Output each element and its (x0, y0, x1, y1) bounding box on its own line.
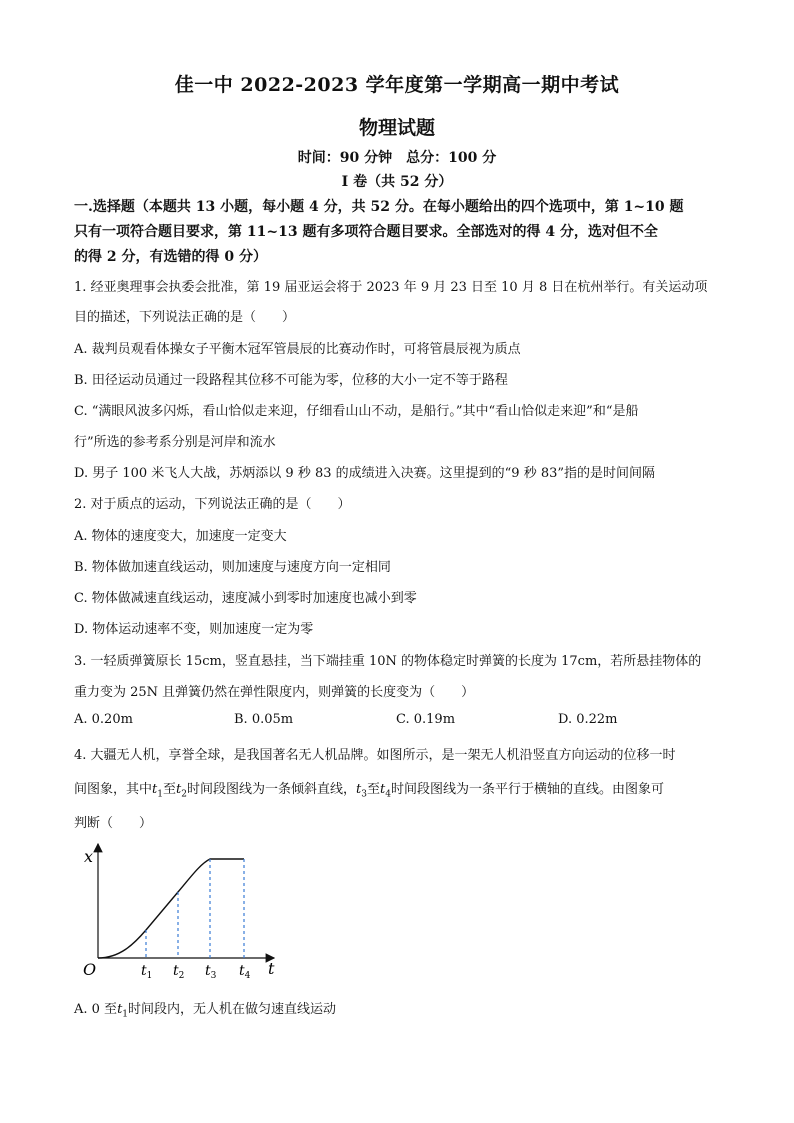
section-instructions-line-3: 的得 2 分，有选错的得 0 分） (74, 249, 267, 265)
q3-option-a: A. 0.20m (74, 712, 133, 727)
q3-option-d: D. 0.22m (558, 712, 618, 727)
time-info: 时间：90 分钟 总分：100 分 (297, 150, 497, 166)
origin-label: O (83, 960, 97, 979)
q1-option-a: A. 裁判员观看体操女子平衡木冠军管晨辰的比赛动作时，可将管晨辰视为质点 (74, 342, 521, 357)
xt-graph (78, 838, 288, 983)
q4-stem-text: 时间段图线为一条倾斜直线， (186, 782, 356, 797)
q4-stem-line-3: 判断（ ） (74, 816, 153, 831)
tick-label-t3: $t_3$ (205, 963, 217, 981)
q1-option-d: D. 男子 100 米飞人大战，苏炳添以 9 秒 83 的成绩进入决赛。这里提到的“9 秒 83”指的是时间间隔 (74, 466, 656, 481)
q4-stem-line-1: 4. 大疆无人机，享誉全球，是我国著名无人机品牌。如图所示，是一架无人机沿竖直方向运动的位移一时 (74, 748, 676, 763)
xt-curve (98, 859, 244, 958)
q2-option-a: A. 物体的速度变大，加速度一定变大 (74, 529, 287, 544)
q3-stem-line-2: 重力变为 25N 且弹簧仍然在弹性限度内，则弹簧的长度变为（ ） (74, 685, 475, 700)
q4-stem-text: 至 (366, 782, 380, 797)
q4-stem-text: 间图象，其中 (74, 782, 153, 797)
q2-stem: 2. 对于质点的运动，下列说法正确的是（ ） (74, 497, 351, 512)
part-heading: I 卷（共 52 分） (341, 174, 453, 190)
q4-sub: 1 (157, 789, 163, 800)
q1-option-c-line-2: 行”所选的参考系分别是河岸和流水 (74, 435, 276, 450)
subject-title: 物理试题 (358, 117, 435, 139)
q4-option-a (74, 998, 724, 1020)
q4-sub: 1 (122, 1009, 129, 1020)
q2-option-b: B. 物体做加速直线运动，则加速度与速度方向一定相同 (74, 560, 391, 575)
q4-option-a-text: A. 0 至 (74, 1002, 118, 1017)
y-axis-label: x (84, 847, 94, 866)
q4-var-t: t (379, 782, 386, 797)
section-instructions-line-2: 只有一项符合题目要求，第 11~13 题有多项符合题目要求。全部选对的得 4 分，选对但不全 (74, 224, 658, 240)
tick-label-t1: $t_1$ (141, 963, 153, 981)
q3-option-b: B. 0.05m (234, 712, 294, 727)
q1-stem-line-2: 目的描述，下列说法正确的是（ ） (74, 310, 296, 325)
q3-option-c: C. 0.19m (396, 712, 456, 727)
section-instructions-line-1: 一.选择题（本题共 13 小题，每小题 4 分，共 52 分。在每小题给出的四个选项中，第 1~10 题 (74, 199, 684, 215)
q1-stem-line-1: 1. 经亚奥理事会执委会批准，第 19 届亚运会将于 2023 年 9 月 23 日至 10 月 8 日在杭州举行。有关运动项 (74, 280, 708, 295)
q4-var-t: t (176, 782, 182, 797)
q4-stem-line-2 (74, 778, 724, 800)
x-axis-label: t (268, 959, 275, 978)
q4-sub: 3 (361, 789, 367, 800)
q1-option-b: B. 田径运动员通过一段路程其位移不可能为零，位移的大小一定不等于路程 (74, 373, 508, 388)
q3-stem-line-1: 3. 一轻质弹簧原长 15cm，竖直悬挂，当下端挂重 10N 的物体稳定时弹簧的长度为 17cm，若所悬挂物体的 (74, 654, 702, 669)
q4-var-t: t (355, 782, 362, 797)
exam-title: 佳一中 2022-2023 学年度第一学期高一期中考试 (174, 74, 620, 96)
q4-sub: 4 (385, 789, 391, 800)
q4-option-a-text: 时间段内，无人机在做匀速直线运动 (128, 1002, 337, 1017)
q4-sub: 2 (181, 789, 187, 800)
q4-var-t: t (152, 782, 158, 797)
q4-stem-text: 时间段图线为一条平行于横轴的直线。由图象可 (390, 782, 664, 797)
q2-option-c: C. 物体做减速直线运动，速度减小到零时加速度也减小到零 (74, 591, 417, 606)
q4-var-t: t (117, 1002, 123, 1017)
tick-label-t2: $t_2$ (173, 963, 185, 981)
tick-label-t4: $t_4$ (239, 963, 251, 981)
q1-option-c-line-1: C. “满眼风波多闪烁，看山恰似走来迎，仔细看山山不动，是船行。”其中“看山恰似走来迎”和“是船 (74, 404, 639, 419)
q2-option-d: D. 物体运动速率不变，则加速度一定为零 (74, 622, 314, 637)
q4-stem-text: 至 (162, 782, 176, 797)
